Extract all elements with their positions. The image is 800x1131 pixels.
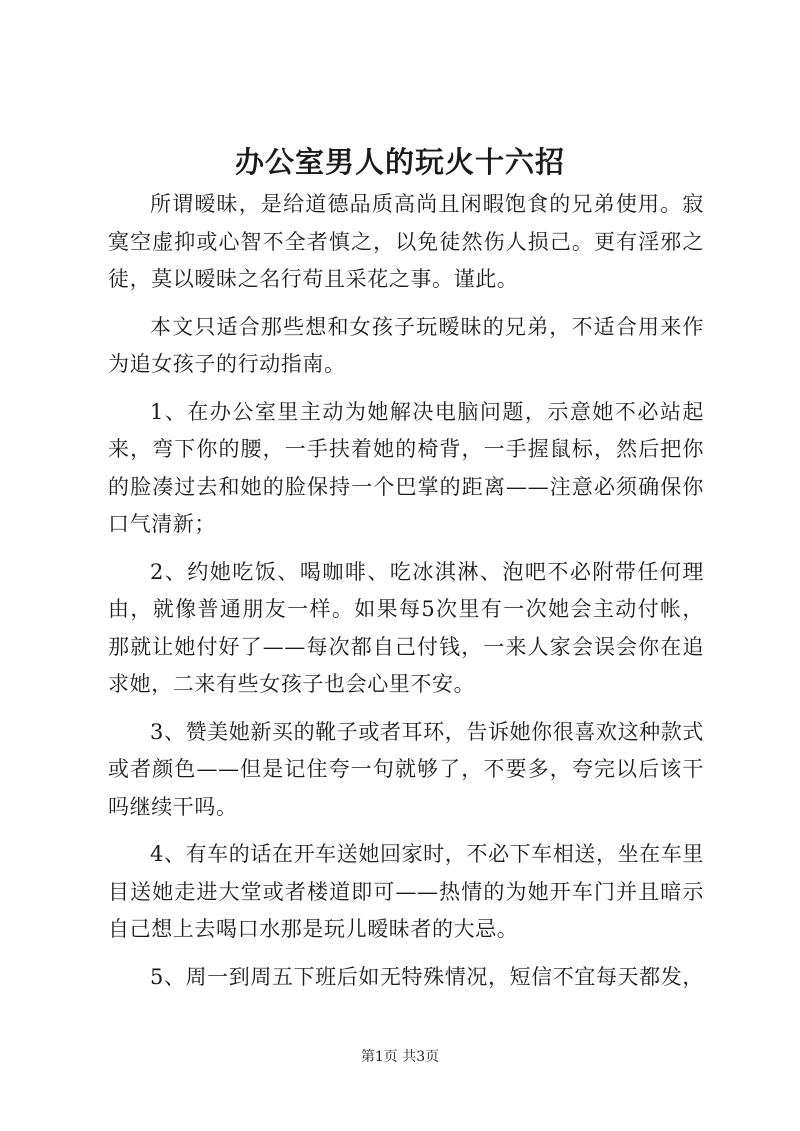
paragraph-intro: 所谓暧昧，是给道德品质高尚且闲暇饱食的兄弟使用。寂寞空虚抑或心智不全者慎之，以免徒然伤人损己。更有淫邪之徒，莫以暧昧之名行苟且采花之事。谨此。 bbox=[108, 192, 704, 291]
page-number-footer: 第1页 共3页 bbox=[360, 1049, 440, 1065]
paragraph-scope: 本文只适合那些想和女孩子玩暧昧的兄弟，不适合用来作为追女孩子的行动指南。 bbox=[108, 314, 704, 376]
document-body bbox=[108, 186, 704, 1006]
paragraph-tip-2: 2、约她吃饭、喝咖啡、吃冰淇淋、泡吧不必附带任何理由，就像普通朋友一样。如果每5次里有一次她会主动付帐，那就让她付好了——每次都自己付钱，一来人家会误会你在追求她，二来有些女孩子也会心里不安。 bbox=[108, 559, 704, 696]
document-title: 办公室男人的玩火十六招 bbox=[234, 145, 565, 179]
paragraph-tip-3: 3、赞美她新买的靴子或者耳环，告诉她你很喜欢这种款式或者颜色——但是记住夸一句就够了，不要多，夸完以后该干吗继续干吗。 bbox=[108, 719, 704, 819]
paragraph-tip-5: 5、周一到周五下班后如无特殊情况，短信不宜每天都发， bbox=[150, 964, 704, 989]
paragraph-tip-1: 1、在办公室里主动为她解决电脑问题，示意她不必站起来，弯下你的腰，一手扶着她的椅背，一手握鼠标，然后把你的脸凑过去和她的脸保持一个巴掌的距离——注意必须确保你口气清新； bbox=[108, 399, 704, 536]
paragraph-tip-4: 4、有车的话在开车送她回家时，不必下车相送，坐在车里目送她走进大堂或者楼道即可——热情的为她开车门并且暗示自己想上去喝口水那是玩儿暧昧者的大忌。 bbox=[108, 842, 704, 941]
